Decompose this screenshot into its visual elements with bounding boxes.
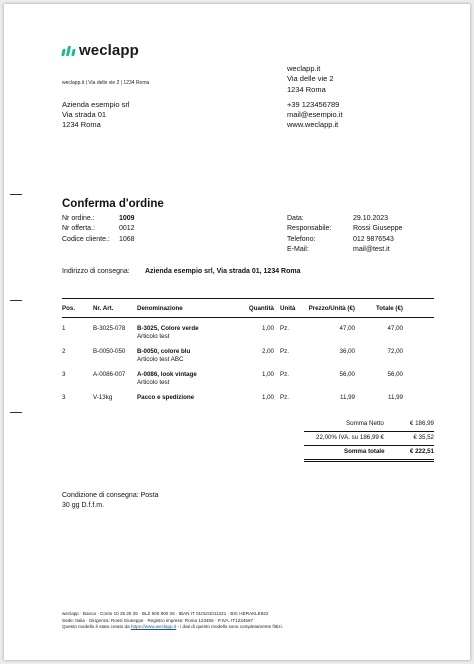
totals-block [304,418,434,462]
grand-total-label: Somma totale [344,448,385,455]
row-art: A-0086-007 [93,371,126,378]
logo-text: weclapp [79,42,139,59]
company-phone: +39 123456789 [287,99,340,109]
recipient-address [62,100,130,131]
delivery-address [62,268,301,275]
company-street: Via delle vie 2 [287,74,334,84]
row-qty: 1,00 [261,394,274,401]
col-art: Nr. Art. [93,305,114,312]
row-art: V-13kg [93,394,113,401]
row-price: 36,00 [339,348,355,355]
company-name: weclapp.it [287,64,321,73]
vat-label: 22,00% IVA. su 186,99 € [316,434,384,441]
row-unit: Pz. [280,325,289,332]
offer-no: 0012 [119,225,135,233]
punch-mark [10,412,22,413]
row-item-sub: Articolo test ABC [137,356,184,363]
order-meta [62,214,135,245]
col-qty: Quantità [248,305,274,312]
row-total: 47,00 [387,325,403,332]
row-art: B-0050-050 [93,348,126,355]
order-no-label: Nr ordine.: [62,215,95,222]
row-pos: 1 [62,325,66,332]
row-total: 56,00 [387,371,403,378]
manager-label: Responsabile: [287,225,332,233]
net-label: Somma Netto [346,420,384,427]
row-qty: 2,00 [261,348,274,355]
footer-note-tail: - i dati di questo modello sono completamente fittizi. [176,624,283,630]
table-row [62,387,434,410]
row-total: 11,99 [387,394,403,401]
row-unit: Pz. [280,394,289,401]
delivery-address-label: Indirizzo di consegna: [62,268,130,275]
logo-icon [62,46,75,56]
customer-code-label: Codice cliente.: [62,235,110,243]
recipient-street: Via strada 01 [62,110,107,120]
row-desc [137,348,231,364]
table-row [62,318,434,341]
net-value: € 186,99 [409,420,434,427]
delivery-address-value: Azienda esempio srl, Via strada 01, 1234 Roma [145,268,301,275]
row-unit: Pz. [280,348,289,355]
email-label: E-Mail: [287,246,309,254]
vat-value: € 35,52 [413,434,434,441]
row-item-name: B-3025, Colore verde [137,325,199,332]
offer-no-label: Nr offerta.: [62,225,95,233]
document-page [4,4,470,660]
company-web: www.weclapp.it [287,120,339,130]
contact-meta [287,214,402,256]
recipient-name: Azienda esempio srl [62,100,130,109]
fold-mark [10,300,22,301]
row-desc [137,325,231,341]
col-price: Prezzo/Unità (€) [308,305,355,312]
row-item-sub: Articolo test [137,379,170,386]
company-email: mail@esempio.it [287,110,343,120]
col-total: Totale (€) [375,305,403,312]
customer-code: 1068 [119,235,135,243]
phone-label: Telefono: [287,235,316,243]
col-unit: Unità [280,305,296,312]
contact-phone: 012 9876543 [353,235,394,243]
company-info [287,64,343,131]
row-item-name: A-0086, look vintage [137,371,197,378]
footer-note-text: Questo modello è stato creato da [62,624,131,630]
payment-terms: 30 gg D.f.f.m. [62,502,105,509]
row-price: 11,99 [339,394,355,401]
table-row [62,341,434,364]
row-art: B-3025-078 [93,325,126,332]
order-date: 29.10.2023 [353,215,389,222]
row-pos: 2 [62,348,66,355]
footer-bank: weclapp · Banca · Conto 10 25 25 25 · BLZ 500 800 26 · IBAN IT 010101011221 · BIC HERAKLE922 [62,611,269,616]
row-price: 56,00 [339,371,355,378]
date-label: Data: [287,215,304,222]
delivery-condition: Condizione di consegna: Posta [62,492,159,499]
row-unit: Pz. [280,371,289,378]
row-item-name: Pacco e spedizione [137,394,195,401]
company-logo [62,42,139,59]
items-table-header [62,299,434,317]
footer-link[interactable]: https://www.weclapp.it [130,624,177,630]
row-qty: 1,00 [261,371,274,378]
sender-return-line: weclapp.it | Via delle vie 2 | 1234 Roma [62,80,150,86]
col-desc: Denominazione [137,305,183,312]
row-desc [137,371,231,387]
footer-registry: Sede: Italia · Dirigenza: Rossi Giuseppe · Registro imprese: Roma 123456 · P.IVA. IT1234567 [62,617,254,623]
row-item-name: B-0050, colore blu [137,348,191,355]
document-title: Conferma d'ordine [62,198,164,210]
col-pos: Pos. [62,305,76,312]
order-no: 1009 [119,215,135,222]
footer [62,611,283,631]
fold-mark [10,194,22,195]
row-pos: 3 [62,371,66,378]
items-table [62,298,434,410]
company-city: 1234 Roma [287,84,326,94]
row-item-sub: Articolo test [137,333,170,340]
row-total: 72,00 [387,348,403,355]
footer-note [62,624,283,631]
recipient-city: 1234 Roma [62,120,101,130]
row-desc [137,394,231,410]
row-qty: 1,00 [261,325,274,332]
terms [62,491,159,511]
manager-name: Rossi Giuseppe [353,225,403,233]
table-row [62,364,434,387]
grand-total-value: € 222,51 [409,448,434,455]
contact-email: mail@test.it [353,246,390,254]
row-pos: 3 [62,394,66,401]
row-price: 47,00 [339,325,355,332]
